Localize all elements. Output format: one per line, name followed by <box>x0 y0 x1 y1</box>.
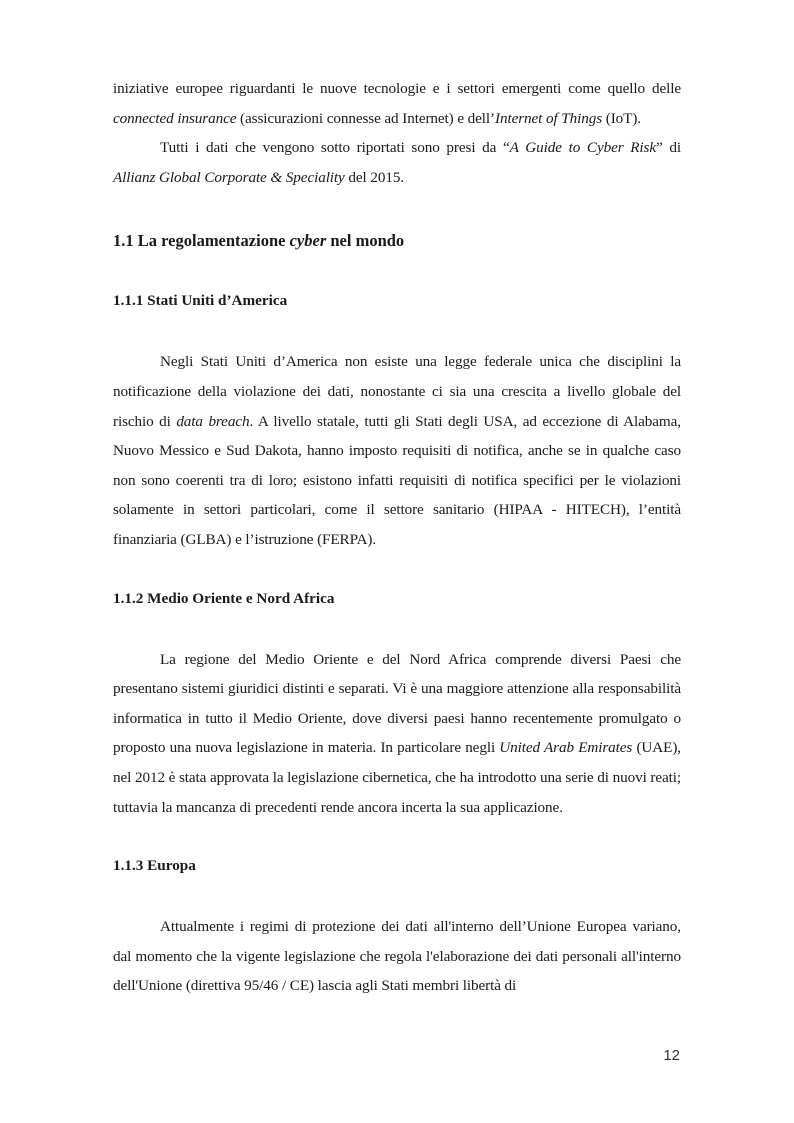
text-run: (UAE), nel 2012 è stata approvata la legislazione cibernetica, che ha introdotto una serie di nuovi reati; tuttavia la mancanza di precedenti rende ancora incerta la sua applicazione. <box>113 739 681 816</box>
section-heading-1-1-2: 1.1.2 Medio Oriente e Nord Africa <box>113 589 335 607</box>
text-run: Tutti i dati che vengono sotto riportati sono presi da “ <box>160 139 510 157</box>
section-heading-1-1-1: 1.1.1 Stati Uniti d’America <box>113 292 288 310</box>
text-run: iniziative europee riguardanti le nuove tecnologie e i settori emergenti come quello delle <box>113 80 681 97</box>
text-run: (IoT). <box>602 109 641 127</box>
text-run: (assicurazioni connesse ad Internet) e dell’ <box>236 109 495 127</box>
section-heading-1-1-3: 1.1.3 Europa <box>113 857 196 875</box>
italic-term: Allianz Global Corporate & Speciality <box>113 168 345 186</box>
heading-text: 1.1 La regolamentazione <box>113 231 290 251</box>
paragraph-usa <box>113 347 681 554</box>
italic-term: data breach <box>176 412 250 430</box>
heading-italic: cyber <box>289 231 327 251</box>
text-run: . A livello statale, tutti gli Stati degli USA, ad eccezione di Alabama, Nuovo Messico e Sud Dakota, hanno imposto requisiti di notifica, anche se in qualche caso non sono coerenti tra di loro; esistono infatti requisiti di notifica specifici per le violazioni solamente in settori particolari, come il settore sanitario (HIPAA - HITECH), l’entità finanziaria (GLBA) e l’istruzione (FERPA). <box>113 412 681 548</box>
text-run: ” di <box>656 139 681 157</box>
intro-paragraph-2 <box>113 133 681 192</box>
italic-term: connected insurance <box>113 109 237 127</box>
italic-term: United Arab Emirates <box>499 739 633 757</box>
heading-text: nel mondo <box>326 231 405 251</box>
text-run: Negli Stati Uniti d’America non esiste una legge federale unica che disciplini la notificazione della violazione dei dati, nonostante ci sia una crescita a livello globale del rischio di <box>113 353 681 430</box>
text-run: La regione del Medio Oriente e del Nord Africa comprende diversi Paesi che presentano sistemi giuridici distinti e separati. Vi è una maggiore attenzione alla responsabilità informatica in tutto il Medio Oriente, dove diversi paesi hanno recentemente promulgato o proposto una nuova legislazione in materia. In particolare negli <box>113 650 681 757</box>
paragraph-mena <box>113 645 681 823</box>
text-run: del 2015. <box>344 168 405 186</box>
intro-paragraph-1 <box>113 74 681 133</box>
page-number: 12 <box>663 1047 680 1064</box>
italic-term: Internet of Things <box>495 109 603 127</box>
paragraph-europe: Attualmente i regimi di protezione dei dati all'interno dell’Unione Europea variano, dal momento che la vigente legislazione che regola l'elaborazione dei dati personali all'interno dell'Unione (direttiva 95/46 / CE) lascia agli Stati membri libertà di <box>113 918 681 995</box>
section-heading-1-1 <box>113 230 681 252</box>
italic-term: A Guide to Cyber Risk <box>509 139 657 157</box>
document-page <box>113 74 681 1001</box>
